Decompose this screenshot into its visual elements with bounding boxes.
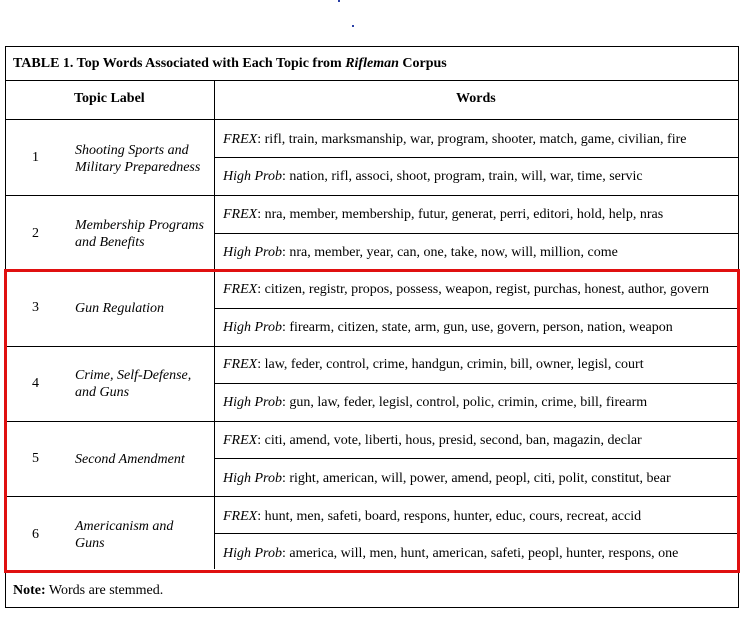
topic-number: 3 [32, 300, 39, 315]
table-note: Note: Words are stemmed. [13, 583, 164, 598]
highprob-words: High Prob: nra, member, year, can, one, take, now, will, million, come [223, 245, 618, 260]
column-header-topic: Topic Label [74, 91, 145, 106]
topic-label: Membership Programs and Benefits [75, 218, 204, 250]
highprob-words: High Prob: firearm, citizen, state, arm, gun, use, govern, person, nation, weapon [223, 320, 673, 335]
highprob-words: High Prob: right, american, will, power, amend, peopl, citi, polit, constitut, bear [223, 471, 671, 486]
highlight-box [4, 269, 740, 573]
topic-number: 1 [32, 150, 39, 165]
topic-label: Gun Regulation [75, 301, 165, 316]
decorative-dot [352, 25, 354, 27]
topic-label: Crime, Self-Defense, and Guns [75, 368, 192, 400]
topic-label: Shooting Sports and Military Preparedness [75, 143, 201, 175]
frex-words: FREX: law, feder, control, crime, handgun, crimin, bill, owner, legisl, court [223, 357, 644, 372]
topic-label: Second Amendment [75, 452, 185, 467]
frex-words: FREX: citi, amend, vote, liberti, hous, presid, second, ban, magazin, declar [223, 433, 642, 448]
topic-number: 5 [32, 451, 39, 466]
column-header-words: Words [456, 91, 496, 106]
highprob-words: High Prob: nation, rifl, associ, shoot, program, train, will, war, time, servic [223, 169, 643, 184]
topic-number: 6 [32, 527, 39, 542]
frex-words: FREX: hunt, men, safeti, board, respons, hunter, educ, cours, recreat, accid [223, 509, 642, 524]
sub-row-divider [215, 233, 738, 234]
frex-words: FREX: nra, member, membership, futur, generat, perri, editori, hold, help, nras [223, 207, 664, 222]
highprob-words: High Prob: america, will, men, hunt, american, safeti, peopl, hunter, respons, one [223, 546, 679, 561]
topic-number: 4 [32, 376, 39, 391]
sub-row-divider [215, 157, 738, 158]
topic-label: Americanism and Guns [75, 519, 174, 551]
topic-number: 2 [32, 226, 39, 241]
highprob-words: High Prob: gun, law, feder, legisl, control, polic, crimin, crime, bill, firearm [223, 395, 648, 410]
table-caption: TABLE 1. Top Words Associated with Each Topic from Rifleman Corpus [6, 47, 738, 81]
frex-words: FREX: rifl, train, marksmanship, war, program, shooter, match, game, civilian, fire [223, 132, 687, 147]
decorative-dot [338, 0, 340, 2]
row-divider [6, 195, 738, 196]
row-divider [6, 119, 738, 120]
frex-words: FREX: citizen, registr, propos, possess, weapon, regist, purchas, honest, author, govern [223, 282, 710, 297]
